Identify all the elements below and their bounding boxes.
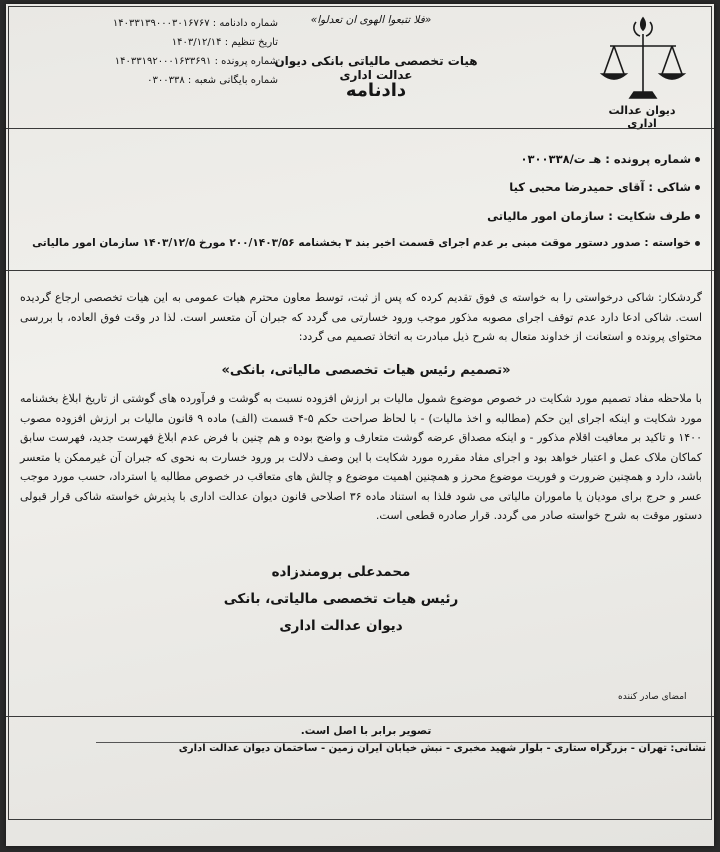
meta-row: تاریخ تنظیم : ۱۴۰۳/۱۲/۱۴ <box>171 37 278 48</box>
divider <box>6 716 714 717</box>
case-defendant: طرف شکایت : سازمان امور مالیاتی <box>20 209 700 223</box>
document-title: دادنامه <box>345 80 407 101</box>
case-plaintiff: شاکی : آقای حمیدرضا محبی کیا <box>20 180 700 194</box>
meta-row: شماره دادنامه : ۱۴۰۳۳۱۳۹۰۰۰۳۰۱۶۷۶۷ <box>112 18 278 29</box>
court-name: دیوان عدالت اداری <box>608 104 676 130</box>
divider <box>6 270 714 271</box>
scales-of-justice-emblem-icon <box>598 12 688 107</box>
true-copy-note: تصویر برابر با اصل است. <box>300 725 432 737</box>
document-page <box>6 4 714 846</box>
verse: «فلا تتبعوا الهوی ان تعدلوا» <box>310 14 432 26</box>
process-paragraph: گردشکار: شاکی درخواستی را به خواسته ی فوق تقدیم کرده که پس از ثبت، توسط معاون محترم هیات عمومی به این هیات تخصصی ارجاع گردیده است. شاکی ادعا دارد عدم توقف اجرای مصوبه مذکور موجب ورود خسارتی می گردد که جبران آن متعسر است. لذا در وقت فوق العاده، با بررسی محتوای پرونده و استعانت از خداوند متعال به شرح ذیل مبادرت به اتخاذ تصمیم می گردد: <box>20 291 702 343</box>
case-request: خواسته : صدور دستور موقت مبنی بر عدم اجرای قسمت اخیر بند ۳ بخشنامه ۲۰۰/۱۴۰۳/۵۶ مورخ ۱۴۰۳/۱۲/۵ سازمان امور مالیاتی <box>20 237 700 249</box>
address: نشانی: تهران - بزرگراه ستاری - بلوار شهید مخبری - نبش خیابان ایران زمین - ساختمان دیوان عدالت اداری <box>178 743 706 754</box>
decision-paragraph: با ملاحظه مفاد تصمیم مورد شکایت در خصوص موضوع شمول مالیات بر ارزش افزوده نسبت به گوشت و فرآورده های گوشتی از تاریخ ابلاغ بخشنامه مورد شکایت و اینکه اجرای این حکم (مطالبه و اخذ مالیات) - با لحاظ صراحت حکم ۵-۴ قسمت (الف) ماده ۹ قانون مالیات بر ارزش افزوده مصوب ۱۴۰۰ و تاکید بر معافیت اقلام مذکور - و اینکه مصداق عرضه گوشت متعارف و واضح بوده و هم چنین با فرض عدم ابلاغ فهرست جدید، فهرست سابق کماکان ملاک عمل و اعتبار خواهد بود و اجرای مفاد مقرره مورد شکایت با این وصف دلالت بر ورود خسارت به نحوی که جبران آن غیرممکن یا متعسر باشد، دارد و همچنین ضرورت و فوریت موضوع محرز و همچنین اهمیت موضوع و چالش های متعاقب در خصوص مطالبه یا استرداد، حسب مورد موجب عسر و حرج برای مودیان یا ماموران مالیاتی می شود فلذا به استناد ماده ۳۶ اصلاحی قانون دیوان عدالت اداری با پذیرش خواسته شاکی قرار قبولی دستور موقت به شرح خواسته صادر می گردد. قرار صادره قطعی است. <box>20 392 702 522</box>
divider <box>6 128 714 129</box>
signature-block <box>186 559 496 640</box>
meta-row: شماره پرونده : ۱۴۰۳۳۱۹۲۰۰۰۱۶۳۳۶۹۱ <box>114 56 278 67</box>
meta-row: شماره بایگانی شعبه : ۰۳۰۰۳۳۸ <box>147 75 278 86</box>
signer-place-label: امضای صادر کننده <box>618 692 687 702</box>
document-meta <box>58 14 278 90</box>
signer-position: رئیس هیات تخصصی مالیاتی، بانکی <box>223 591 459 607</box>
case-file-number: شماره پرونده : هـ ت/۰۳۰۰۳۳۸ <box>20 152 700 166</box>
signer-name: محمدعلی برومندزاده <box>271 564 411 580</box>
decision-heading: «تصمیم رئیس هیات تخصصی مالیاتی، بانکی» <box>221 363 511 378</box>
signer-organization: دیوان عدالت اداری <box>279 618 403 634</box>
board-title: هیات تخصصی مالیاتی بانکی دیوان عدالت اداری <box>274 54 478 82</box>
